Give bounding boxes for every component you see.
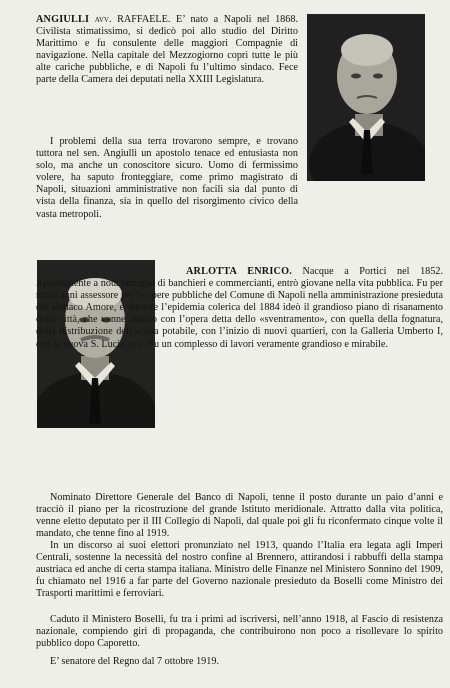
entry-angiulli-para-1: E’ nato a Napoli nel 1868. Civilista stimatissimo, si dedicò poi allo studio del Diritto Marittimo e fu consulente delle maggiori Compagnie di navigazione. Nella capitale del Mezzogiorno coprì tutte le più alte cariche pubbliche, e di Napoli fu l’ultimo sindaco. Fece parte della Camera dei deputati nella XXIII Legislatura.: [36, 14, 298, 86]
entry-arlotta-para-1: Nacque a Portici nel 1852. Appartenente a nota famiglia di banchieri e commercianti, entrò giovane nella vita pubblica. Fu per molti anni assessore per le opere pubbliche del Comune di Napoli nella amministrazione presieduta dal sindaco Amore, e durante l’epidemia colerica del 1884 ideò il grandioso piano di risanamento della città, che venne attuato con l’opera detta dello «sventramento», con quella della fognatura, della distribuzione dell’acqua potabile, con l’inizio di nuovi quartieri, con la Galleria Umberto I, con la nuova S. Lucia, ecc. Fu un complesso di lavori veramente grandioso e mirabile.: [36, 266, 443, 350]
entry-arlotta-para-5-wrap: [36, 656, 443, 668]
entry-arlotta-para-4-wrap: [36, 614, 443, 650]
entry-angiulli-para-2-wrap: [36, 136, 298, 221]
entry-arlotta-para-4: Caduto il Ministero Boselli, fu tra i primi ad iscriversi, nell’anno 1918, al Fascio di resistenza nazionale, compiendo giri di propaganda, che contribuirono non poco a risollevare lo spirito pubblico dopo Caporetto.: [36, 614, 443, 650]
entry-arlotta-text: [36, 266, 443, 351]
entry-angiulli-heading: ANGIULLI: [36, 14, 90, 25]
entry-arlotta-para-2-wrap: [36, 492, 443, 540]
entry-arlotta-para-5: E’ senatore del Regno dal 7 ottobre 1919.: [50, 656, 219, 667]
portrait-photo-angiulli: [307, 14, 425, 181]
entry-arlotta-para-2: Nominato Direttore Generale del Banco di Napoli, tenne il posto durante un paio d’anni e tracciò il piano per la ricostruzione del grande Istituto meridionale. Attratto dalla vita politica, venne eletto deputato per il III Collegio di Napoli, dal quale poi gli fu riconfermato cinque volte il mandato, che tenne fino al 1919.: [36, 492, 443, 540]
entry-angiulli-text: [36, 14, 298, 87]
entry-angiulli-para-2: I problemi della sua terra trovarono sempre, e trovano tuttora nel sen. Angiulli un apostolo tenace ed entusiasta non solo, ma anche un conoscitore sicuro. Uomo di fermissimo volere, ha saputo fronteggiare, come primo magistrato di Napoli, situazioni amministrative non facili sia dal punto di vista della finanza, sia in quello del risorgimento civico della vasta metropoli.: [36, 136, 298, 220]
entry-arlotta-heading: ARLOTTA ENRICO.: [186, 266, 292, 277]
entry-arlotta-para-3: In un discorso ai suoi elettori pronunziato nel 1913, quando l’Italia era legata agli Imperi Centrali, sostenne la necessità del nostro confine al Brennero, attirandosi i rabbuffi della stampa austriaca ed anche di certa stampa italiana. Ministro delle Finanze nel Ministero Sonnino del 1909, fu chiamato nel 1916 a far parte del Governo nazionale presieduto da Boselli come Ministro dei Trasporti marittimi e ferroviari.: [36, 540, 443, 600]
entry-angiulli-title: avv. RAFFAELE.: [94, 14, 171, 25]
portrait-angiulli-drawing: [307, 14, 425, 181]
entry-arlotta-para-3-wrap: [36, 540, 443, 600]
